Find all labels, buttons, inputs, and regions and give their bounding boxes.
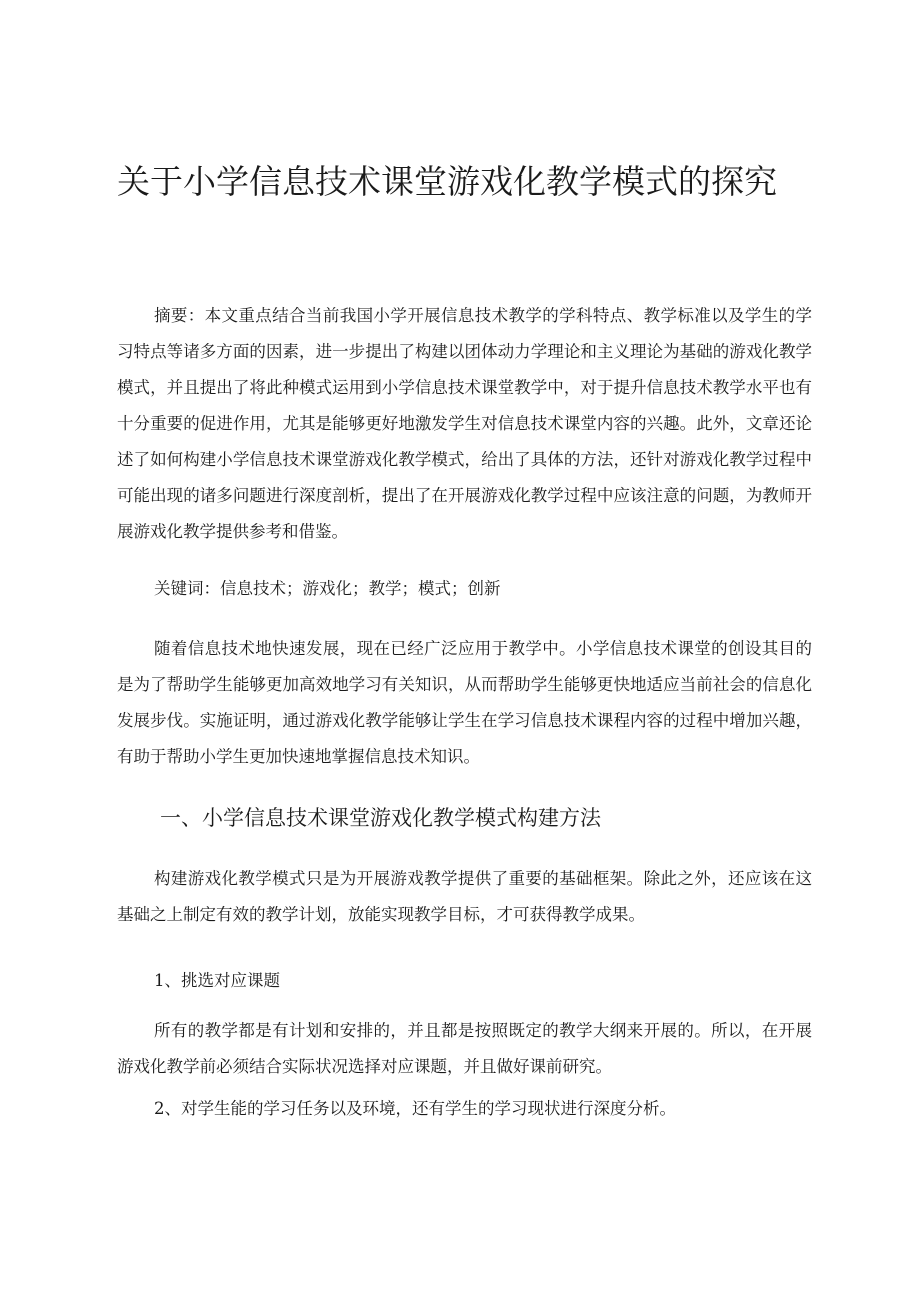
subheading-2: 2、对学生能的学习任务以及环境，还有学生的学习现状进行深度分析。 xyxy=(154,1099,676,1118)
keywords-line: 关键词：信息技术；游戏化；教学；模式；创新 xyxy=(154,579,501,598)
section-heading-1: 一、小学信息技术课堂游戏化教学模式构建方法 xyxy=(160,806,601,830)
intro-paragraph: 随着信息技术地快速发展，现在已经广泛应用于教学中。小学信息技术课堂的创设其目的是为了帮助学生能够更加高效地学习有关知识，从而帮助学生能够更快地适应当前社会的信息化发展步伐。实施证明，通过游戏化教学能够让学生在学习信息技术课程内容的过程中增加兴趣，有助于帮助小学生更加快速地掌握信息技术知识。 xyxy=(117,639,812,766)
subheading-1: 1、挑选对应课题 xyxy=(154,971,280,990)
abstract-paragraph: 摘要：本文重点结合当前我国小学开展信息技术教学的学科特点、教学标准以及学生的学习特点等诸多方面的因素，进一步提出了构建以团体动力学理论和主义理论为基础的游戏化教学模式，并且提出了将此种模式运用到小学信息技术课堂教学中，对于提升信息技术教学水平也有十分重要的促进作用，尤其是能够更好地激发学生对信息技术课堂内容的兴趣。此外，文章还论述了如何构建小学信息技术课堂游戏化教学模式，给出了具体的方法，还针对游戏化教学过程中可能出现的诸多问题进行深度剖析，提出了在开展游戏化教学过程中应该注意的问题，为教师开展游戏化教学提供参考和借鉴。 xyxy=(117,306,812,541)
subheading-1-paragraph: 所有的教学都是有计划和安排的，并且都是按照既定的教学大纲来开展的。所以，在开展游戏化教学前必须结合实际状况选择对应课题，并且做好课前研究。 xyxy=(117,1021,812,1076)
section-1-paragraph: 构建游戏化教学模式只是为开展游戏教学提供了重要的基础框架。除此之外，还应该在这基础之上制定有效的教学计划，放能实现教学目标，才可获得教学成果。 xyxy=(117,869,812,924)
document-title: 关于小学信息技术课堂游戏化教学模式的探究 xyxy=(117,162,777,201)
